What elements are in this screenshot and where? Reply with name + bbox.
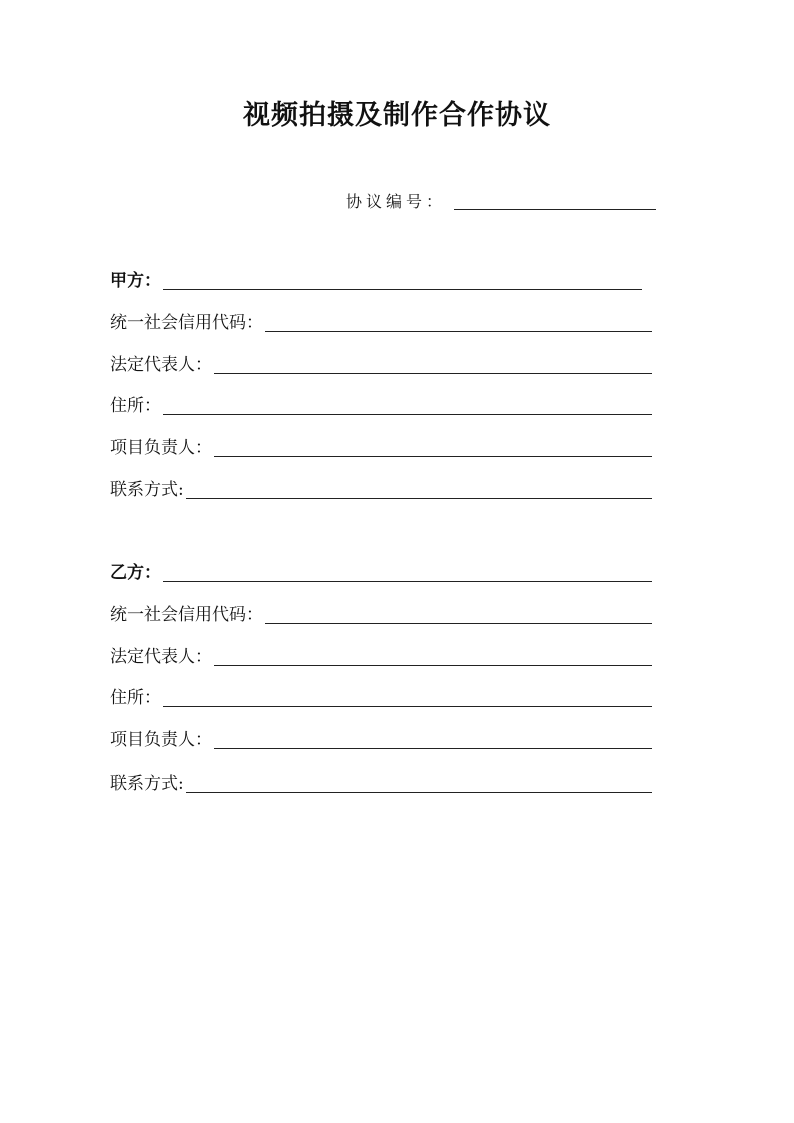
party-a-credit-code-label: 统一社会信用代码： bbox=[110, 313, 263, 333]
party-a-legal-rep-row bbox=[110, 350, 652, 376]
party-b-legal-rep-row bbox=[110, 642, 652, 668]
party-b-legal-rep-label: 法定代表人： bbox=[110, 647, 212, 667]
party-a-legal-rep-label: 法定代表人： bbox=[110, 355, 212, 375]
agreement-number-blank[interactable] bbox=[454, 191, 656, 210]
agreement-number-label: 协议编号： bbox=[346, 192, 447, 211]
party-b-credit-code-label: 统一社会信用代码： bbox=[110, 605, 263, 625]
party-a-address-label: 住所： bbox=[110, 396, 161, 416]
agreement-number-field bbox=[346, 188, 656, 212]
party-b-name-blank[interactable] bbox=[163, 563, 652, 582]
party-b-project-lead-row bbox=[110, 725, 652, 751]
party-b-contact-label: 联系方式: bbox=[110, 774, 184, 794]
party-a-name-row bbox=[110, 266, 652, 292]
party-b-project-lead-blank[interactable] bbox=[214, 730, 652, 749]
party-a-project-lead-label: 项目负责人： bbox=[110, 438, 212, 458]
party-a-name-blank[interactable] bbox=[163, 271, 642, 290]
page-title: 视频拍摄及制作合作协议 bbox=[243, 100, 551, 131]
party-b-project-lead-label: 项目负责人： bbox=[110, 730, 212, 750]
party-b-contact-row bbox=[110, 769, 652, 795]
party-a-credit-code-blank[interactable] bbox=[265, 313, 652, 332]
party-a-contact-row bbox=[110, 475, 652, 501]
party-a-project-lead-blank[interactable] bbox=[214, 438, 652, 457]
party-b-name-row bbox=[110, 558, 652, 584]
party-a-legal-rep-blank[interactable] bbox=[214, 355, 652, 374]
party-a-contact-label: 联系方式: bbox=[110, 480, 184, 500]
party-b-address-blank[interactable] bbox=[163, 688, 652, 707]
party-b-contact-blank[interactable] bbox=[186, 774, 652, 793]
party-b-address-row bbox=[110, 683, 652, 709]
party-a-address-blank[interactable] bbox=[163, 396, 652, 415]
party-b-heading: 乙方： bbox=[110, 563, 161, 583]
party-a-credit-code-row bbox=[110, 308, 652, 334]
party-b-credit-code-row bbox=[110, 600, 652, 626]
party-a-project-lead-row bbox=[110, 433, 652, 459]
party-b-credit-code-blank[interactable] bbox=[265, 605, 652, 624]
party-a-heading: 甲方： bbox=[110, 271, 161, 291]
party-b-legal-rep-blank[interactable] bbox=[214, 647, 652, 666]
party-a-contact-blank[interactable] bbox=[186, 480, 652, 499]
party-a-address-row bbox=[110, 391, 652, 417]
party-b-address-label: 住所： bbox=[110, 688, 161, 708]
